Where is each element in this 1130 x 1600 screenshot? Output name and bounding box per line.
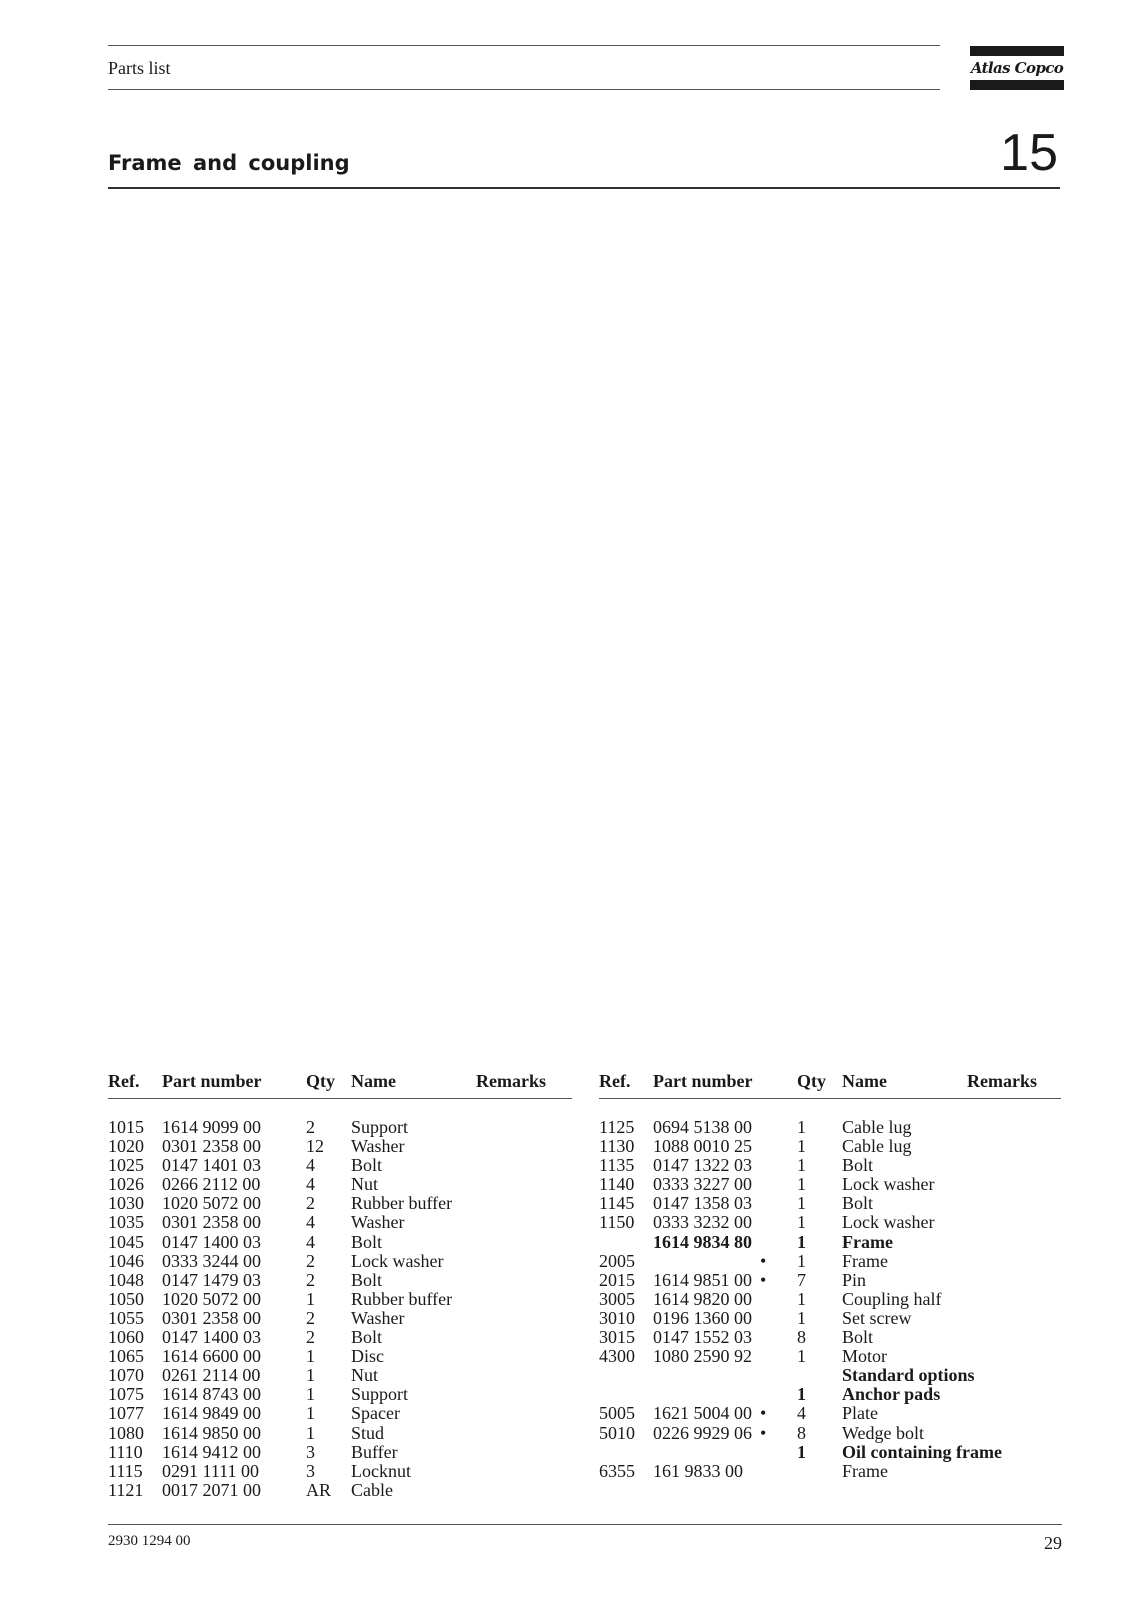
part-number-cell: 161 9833 00 bbox=[653, 1460, 743, 1481]
table-row bbox=[108, 1290, 578, 1309]
name-cell: Washer bbox=[351, 1136, 405, 1157]
ref-cell: 1046 bbox=[108, 1250, 144, 1271]
name-cell: Lock washer bbox=[842, 1174, 935, 1195]
atlas-copco-logo bbox=[970, 46, 1064, 90]
name-cell: Washer bbox=[351, 1307, 405, 1328]
table-row bbox=[108, 1443, 578, 1462]
part-number-cell: 1614 9851 00 bbox=[653, 1269, 752, 1290]
name-cell: Wedge bolt bbox=[842, 1422, 925, 1443]
name-cell: Bolt bbox=[351, 1269, 383, 1290]
qty-cell: 1 bbox=[797, 1117, 806, 1137]
ref-cell: 1030 bbox=[108, 1193, 144, 1214]
qty-cell: 3 bbox=[306, 1441, 315, 1462]
ref-cell: 1150 bbox=[599, 1212, 635, 1233]
part-number-cell: 1614 9820 00 bbox=[653, 1288, 752, 1309]
ref-cell: 1048 bbox=[108, 1269, 144, 1290]
name-cell: Oil containing frame bbox=[842, 1441, 1002, 1462]
qty-cell: 1 bbox=[306, 1365, 315, 1386]
ref-cell: 3010 bbox=[599, 1307, 635, 1328]
ref-cell: 2005 bbox=[599, 1250, 635, 1271]
qty-cell: 1 bbox=[306, 1384, 315, 1405]
table-row bbox=[599, 1252, 1069, 1271]
col-qty-header: Qty bbox=[306, 1071, 335, 1091]
part-number-cell: 1614 9850 00 bbox=[162, 1422, 261, 1443]
part-number-cell: 1020 5072 00 bbox=[162, 1288, 261, 1309]
table-header-rule bbox=[599, 1098, 1061, 1099]
part-number-cell: 0147 1401 03 bbox=[162, 1155, 261, 1176]
table-row bbox=[108, 1424, 578, 1443]
table-row bbox=[599, 1424, 1069, 1443]
qty-cell: 1 bbox=[797, 1307, 806, 1328]
part-number-cell: 1621 5004 00 bbox=[653, 1403, 752, 1424]
col-name-header: Name bbox=[842, 1071, 887, 1091]
qty-cell: 1 bbox=[797, 1155, 806, 1176]
col-qty-header: Qty bbox=[797, 1071, 826, 1091]
table-row bbox=[599, 1443, 1069, 1462]
qty-cell: 1 bbox=[797, 1212, 806, 1233]
table-row bbox=[108, 1462, 578, 1481]
part-number-cell: 0147 1400 03 bbox=[162, 1327, 261, 1348]
ref-cell: 1015 bbox=[108, 1117, 144, 1137]
part-number-cell: 0017 2071 00 bbox=[162, 1479, 261, 1500]
ref-cell: 1135 bbox=[599, 1155, 635, 1176]
ref-cell: 2015 bbox=[599, 1269, 635, 1290]
ref-cell: 1140 bbox=[599, 1174, 635, 1195]
table-row bbox=[108, 1118, 578, 1137]
name-cell: Nut bbox=[351, 1174, 378, 1195]
table-row bbox=[108, 1404, 578, 1423]
ref-cell: 1026 bbox=[108, 1174, 144, 1195]
col-ref-header: Ref. bbox=[108, 1071, 140, 1091]
name-cell: Frame bbox=[842, 1231, 893, 1252]
name-cell: Nut bbox=[351, 1365, 378, 1386]
header-label: Parts list bbox=[108, 58, 171, 78]
table-header bbox=[599, 1071, 1069, 1093]
name-cell: Lock washer bbox=[351, 1250, 444, 1271]
name-cell: Bolt bbox=[842, 1327, 874, 1348]
name-cell: Bolt bbox=[351, 1327, 383, 1348]
table-row bbox=[599, 1271, 1069, 1290]
name-cell: Washer bbox=[351, 1212, 405, 1233]
ref-cell: 5010 bbox=[599, 1422, 635, 1443]
qty-cell: 1 bbox=[797, 1441, 806, 1462]
part-number-cell: 0226 9929 06 bbox=[653, 1422, 752, 1443]
part-number-cell: 0301 2358 00 bbox=[162, 1136, 261, 1157]
qty-cell: 8 bbox=[797, 1327, 806, 1348]
footer-document-number: 2930 1294 00 bbox=[108, 1533, 191, 1549]
qty-cell: 2 bbox=[306, 1250, 315, 1271]
qty-cell: 1 bbox=[306, 1422, 315, 1443]
table-header-rule bbox=[108, 1098, 572, 1099]
ref-cell: 3015 bbox=[599, 1327, 635, 1348]
table-row bbox=[108, 1252, 578, 1271]
qty-cell: 2 bbox=[306, 1307, 315, 1328]
ref-cell: 1055 bbox=[108, 1307, 144, 1328]
qty-cell: 4 bbox=[306, 1212, 315, 1233]
col-part-number-header: Part number bbox=[653, 1071, 753, 1091]
table-row bbox=[108, 1347, 578, 1366]
table-row bbox=[108, 1271, 578, 1290]
name-cell: Motor bbox=[842, 1346, 887, 1367]
spare-part-bullet: • bbox=[760, 1250, 767, 1271]
ref-cell: 1065 bbox=[108, 1346, 144, 1367]
ref-cell: 1115 bbox=[108, 1460, 143, 1481]
ref-cell: 1130 bbox=[599, 1136, 635, 1157]
name-cell: Bolt bbox=[351, 1155, 383, 1176]
part-number-cell: 1614 9099 00 bbox=[162, 1117, 261, 1137]
table-row bbox=[108, 1309, 578, 1328]
name-cell: Stud bbox=[351, 1422, 385, 1443]
qty-cell: 2 bbox=[306, 1193, 315, 1214]
footer-rule bbox=[108, 1524, 1062, 1525]
name-cell: Support bbox=[351, 1117, 409, 1137]
qty-cell: 4 bbox=[306, 1231, 315, 1252]
ref-cell: 1025 bbox=[108, 1155, 144, 1176]
name-cell: Rubber buffer bbox=[351, 1193, 453, 1214]
qty-cell: 1 bbox=[306, 1403, 315, 1424]
qty-cell: 8 bbox=[797, 1422, 806, 1443]
ref-cell: 1070 bbox=[108, 1365, 144, 1386]
qty-cell: 1 bbox=[306, 1346, 315, 1367]
col-remarks-header: Remarks bbox=[967, 1071, 1037, 1091]
section-title: Frame and coupling bbox=[108, 151, 350, 175]
section-rule bbox=[108, 187, 1060, 189]
logo-bottom-bar bbox=[970, 80, 1064, 90]
table-row bbox=[599, 1175, 1069, 1194]
part-number-cell: 1614 9849 00 bbox=[162, 1403, 261, 1424]
name-cell: Locknut bbox=[351, 1460, 411, 1481]
name-cell: Rubber buffer bbox=[351, 1288, 453, 1309]
part-number-cell: 1614 9834 80 bbox=[653, 1231, 752, 1252]
part-number-cell: 0694 5138 00 bbox=[653, 1117, 752, 1137]
qty-cell: 4 bbox=[306, 1155, 315, 1176]
ref-cell: 1077 bbox=[108, 1403, 144, 1424]
part-number-cell: 1614 9412 00 bbox=[162, 1441, 261, 1462]
qty-cell: 1 bbox=[797, 1174, 806, 1195]
part-number-cell: 1020 5072 00 bbox=[162, 1193, 261, 1214]
col-name-header: Name bbox=[351, 1071, 396, 1091]
qty-cell: 12 bbox=[306, 1136, 324, 1157]
name-cell: Disc bbox=[351, 1346, 384, 1367]
qty-cell: 1 bbox=[797, 1193, 806, 1214]
table-row bbox=[108, 1481, 578, 1500]
table-row bbox=[599, 1156, 1069, 1175]
header-top-rule bbox=[108, 45, 940, 46]
name-cell: Anchor pads bbox=[842, 1384, 941, 1405]
footer-page-number: 29 bbox=[1044, 1533, 1062, 1553]
table-row bbox=[108, 1156, 578, 1175]
section-number: 15 bbox=[1000, 124, 1058, 182]
name-cell: Buffer bbox=[351, 1441, 398, 1462]
name-cell: Lock washer bbox=[842, 1212, 935, 1233]
logo-top-bar bbox=[970, 46, 1064, 56]
name-cell: Cable lug bbox=[842, 1136, 912, 1157]
table-row bbox=[599, 1118, 1069, 1137]
ref-cell: 1045 bbox=[108, 1231, 144, 1252]
part-number-cell: 0266 2112 00 bbox=[162, 1174, 261, 1195]
qty-cell: 1 bbox=[797, 1346, 806, 1367]
part-number-cell: 0333 3232 00 bbox=[653, 1212, 752, 1233]
qty-cell: 1 bbox=[797, 1250, 806, 1271]
qty-cell: 2 bbox=[306, 1269, 315, 1290]
ref-cell: 3005 bbox=[599, 1288, 635, 1309]
part-number-cell: 0301 2358 00 bbox=[162, 1307, 261, 1328]
col-ref-header: Ref. bbox=[599, 1071, 631, 1091]
table-body bbox=[108, 1118, 578, 1500]
part-number-cell: 0301 2358 00 bbox=[162, 1212, 261, 1233]
spare-part-bullet: • bbox=[760, 1269, 767, 1290]
part-number-cell: 0147 1552 03 bbox=[653, 1327, 752, 1348]
part-number-cell: 1088 0010 25 bbox=[653, 1136, 752, 1157]
name-cell: Cable lug bbox=[842, 1117, 912, 1137]
table-row bbox=[599, 1290, 1069, 1309]
ref-cell: 4300 bbox=[599, 1346, 635, 1367]
part-number-cell: 0333 3227 00 bbox=[653, 1174, 752, 1195]
qty-cell: 2 bbox=[306, 1327, 315, 1348]
table-row bbox=[599, 1347, 1069, 1366]
ref-cell: 1075 bbox=[108, 1384, 144, 1405]
part-number-cell: 0291 1111 00 bbox=[162, 1460, 259, 1481]
ref-cell: 1020 bbox=[108, 1136, 144, 1157]
ref-cell: 1121 bbox=[108, 1479, 144, 1500]
logo-wordmark: Atlas Copco bbox=[970, 59, 1064, 77]
name-cell: Frame bbox=[842, 1460, 888, 1481]
part-number-cell: 0261 2114 00 bbox=[162, 1365, 261, 1386]
qty-cell: 1 bbox=[797, 1384, 806, 1405]
part-number-cell: 0196 1360 00 bbox=[653, 1307, 752, 1328]
qty-cell: 4 bbox=[797, 1403, 806, 1424]
table-row bbox=[599, 1194, 1069, 1213]
name-cell: Bolt bbox=[351, 1231, 383, 1252]
qty-cell: 1 bbox=[797, 1288, 806, 1309]
table-row bbox=[108, 1233, 578, 1252]
name-cell: Frame bbox=[842, 1250, 888, 1271]
parts-table-right bbox=[599, 1071, 1069, 1481]
qty-cell: 1 bbox=[306, 1288, 315, 1309]
name-cell: Cable bbox=[351, 1479, 393, 1500]
ref-cell: 1125 bbox=[599, 1117, 635, 1137]
table-row bbox=[108, 1175, 578, 1194]
table-row bbox=[108, 1385, 578, 1404]
ref-cell: 1145 bbox=[599, 1193, 635, 1214]
table-row bbox=[599, 1404, 1069, 1423]
ref-cell: 1050 bbox=[108, 1288, 144, 1309]
name-cell: Spacer bbox=[351, 1403, 400, 1424]
name-cell: Bolt bbox=[842, 1155, 874, 1176]
table-row bbox=[108, 1366, 578, 1385]
part-number-cell: 0147 1322 03 bbox=[653, 1155, 752, 1176]
name-cell: Pin bbox=[842, 1269, 867, 1290]
ref-cell: 1060 bbox=[108, 1327, 144, 1348]
table-row bbox=[108, 1137, 578, 1156]
ref-cell: 1080 bbox=[108, 1422, 144, 1443]
qty-cell: 1 bbox=[797, 1136, 806, 1157]
table-row bbox=[599, 1309, 1069, 1328]
table-row bbox=[599, 1462, 1069, 1481]
table-row bbox=[108, 1328, 578, 1347]
qty-cell: 1 bbox=[797, 1231, 806, 1252]
table-row bbox=[599, 1137, 1069, 1156]
qty-cell: 4 bbox=[306, 1174, 315, 1195]
table-row bbox=[599, 1328, 1069, 1347]
name-cell: Support bbox=[351, 1384, 409, 1405]
name-cell: Standard options bbox=[842, 1365, 975, 1386]
qty-cell: AR bbox=[306, 1479, 332, 1500]
ref-cell: 1110 bbox=[108, 1441, 143, 1462]
part-number-cell: 0147 1479 03 bbox=[162, 1269, 261, 1290]
name-cell: Set screw bbox=[842, 1307, 912, 1328]
part-number-cell: 1080 2590 92 bbox=[653, 1346, 752, 1367]
part-number-cell: 1614 8743 00 bbox=[162, 1384, 261, 1405]
name-cell: Bolt bbox=[842, 1193, 874, 1214]
col-remarks-header: Remarks bbox=[476, 1071, 546, 1091]
qty-cell: 3 bbox=[306, 1460, 315, 1481]
table-row bbox=[599, 1366, 1069, 1385]
table-row bbox=[599, 1213, 1069, 1232]
ref-cell: 1035 bbox=[108, 1212, 144, 1233]
table-row bbox=[599, 1385, 1069, 1404]
table-body bbox=[599, 1118, 1069, 1481]
part-number-cell: 0147 1400 03 bbox=[162, 1231, 261, 1252]
qty-cell: 2 bbox=[306, 1117, 315, 1137]
name-cell: Coupling half bbox=[842, 1288, 942, 1309]
table-row bbox=[108, 1213, 578, 1232]
table-header bbox=[108, 1071, 578, 1093]
qty-cell: 7 bbox=[797, 1269, 806, 1290]
ref-cell: 5005 bbox=[599, 1403, 635, 1424]
name-cell: Plate bbox=[842, 1403, 878, 1424]
header-bottom-rule bbox=[108, 89, 940, 90]
ref-cell: 6355 bbox=[599, 1460, 635, 1481]
part-number-cell: 0147 1358 03 bbox=[653, 1193, 752, 1214]
part-number-cell: 1614 6600 00 bbox=[162, 1346, 261, 1367]
col-part-number-header: Part number bbox=[162, 1071, 262, 1091]
spare-part-bullet: • bbox=[760, 1422, 767, 1443]
spare-part-bullet: • bbox=[760, 1403, 767, 1424]
table-row bbox=[599, 1233, 1069, 1252]
part-number-cell: 0333 3244 00 bbox=[162, 1250, 261, 1271]
parts-table-left bbox=[108, 1071, 578, 1500]
table-row bbox=[108, 1194, 578, 1213]
